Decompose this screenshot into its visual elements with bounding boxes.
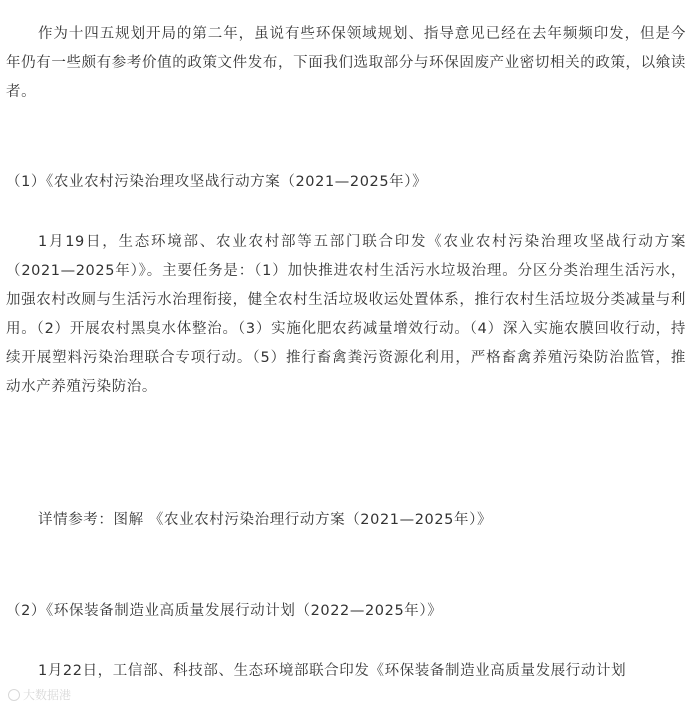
policy-1-body: 1月19日，生态环境部、农业农村部等五部门联合印发《农业农村污染治理攻坚战行动方案（2021—2025年）》。主要任务是：（1）加快推进农村生活污水垃圾治理。分区分类治理生活污水，加强农村改厕与生活污水治理衔接，健全农村生活垃圾收运处置体系，推行农村生活垃圾分类减量与利用。（2）开展农村黑臭水体整治。（3）实施化肥农药减量增效行动。（4）深入实施农膜回收行动，持续开展塑料污染治理联合专项行动。（5）推行畜禽粪污资源化利用，严格畜禽养殖污染防治监管，推动水产养殖污染防治。	[6, 234, 686, 395]
intro-paragraph: 作为十四五规划开局的第二年，虽说有些环保领域规划、指导意见已经在去年频频印发，但是今年仍有一些颇有参考价值的政策文件发布，下面我们选取部分与环保固废产业密切相关的政策，以飨读者。	[6, 26, 686, 100]
policy-1-heading: （1）《农业农村污染治理攻坚战行动方案（2021—2025年）》	[6, 174, 428, 190]
policy-2-heading: （2）《环保装备制造业高质量发展行动计划（2022—2025年）》	[6, 603, 443, 619]
watermark	[8, 686, 71, 703]
watermark-logo-icon	[8, 689, 20, 701]
watermark-text: 大数据港	[23, 688, 72, 702]
policy-1-reference: 详情参考：图解 《农业农村污染治理行动方案（2021—2025年）》	[38, 512, 493, 528]
policy-2-body: 1月22日，工信部、科技部、生态环境部联合印发《环保装备制造业高质量发展行动计划	[38, 663, 627, 679]
